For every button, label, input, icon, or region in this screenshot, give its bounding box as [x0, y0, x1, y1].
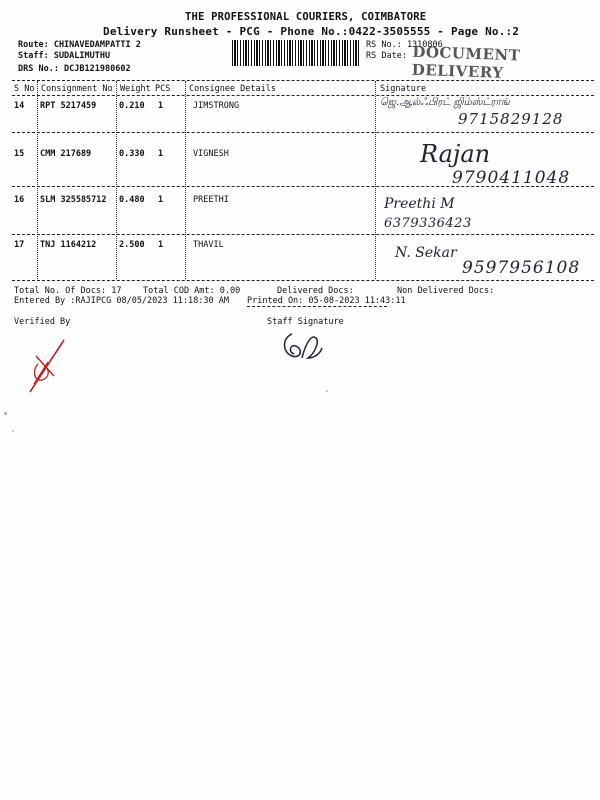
table-bottom-rule: [12, 280, 594, 281]
scan-speck: [4, 412, 7, 415]
signature-phone: 9597956108: [462, 258, 581, 278]
row-weight: 0.480: [119, 195, 145, 205]
row-sno: 16: [14, 195, 25, 205]
header-bottom-rule: [12, 95, 594, 96]
rs-number: RS No.: 1310806: [366, 40, 443, 50]
header-top-rule: [12, 80, 594, 81]
company-name: THE PROFESSIONAL COURIERS, COIMBATORE: [185, 11, 427, 23]
drs-number: DRS No.: DCJB121980602: [18, 64, 131, 74]
printed-underline: [247, 306, 387, 307]
row-sno: 17: [14, 240, 25, 250]
col-signature: Signature: [380, 84, 427, 94]
col-consignee: Consignee Details: [189, 84, 276, 94]
row-weight: 2.500: [119, 240, 145, 250]
column-divider: [375, 81, 376, 279]
col-weight: Weight: [120, 84, 151, 94]
col-sno: S No: [14, 84, 35, 94]
row-consignment: RPT 5217459: [40, 101, 97, 111]
entered-by: Entered By :RAJIPCG 08/05/2023 11:18:30 AM: [14, 296, 229, 306]
row-consignee: PREETHI: [193, 195, 229, 205]
row-consignment: CMM 217689: [40, 149, 92, 159]
row-pcs: 1: [158, 101, 164, 111]
delivered-docs: Delivered Docs:: [277, 286, 354, 296]
document-delivery-stamp: DOCUMENT DELIVERY: [411, 42, 521, 82]
row-weight: 0.210: [119, 101, 145, 111]
row-sno: 14: [14, 101, 25, 111]
signature-name: Rajan: [420, 140, 491, 168]
signature-name: Preethi M: [384, 196, 455, 212]
signature-name: ஜெ.ஆல்ஃபிரட் ஜிம்ஸ்ட்ராங்: [380, 97, 510, 108]
total-cod: Total COD Amt: 0.00: [143, 286, 241, 296]
row-pcs: 1: [158, 240, 164, 250]
row-pcs: 1: [158, 195, 164, 205]
scan-speck: [12, 430, 14, 432]
verified-by-label: Verified By: [14, 317, 71, 327]
col-consignment: Consignment No: [41, 84, 113, 94]
staff-signature-label: Staff Signature: [267, 317, 344, 327]
route-label: Route: CHINAVEDAMPATTI 2: [18, 40, 141, 50]
column-divider: [37, 81, 38, 279]
row-separator: [12, 234, 594, 235]
row-separator: [12, 186, 594, 187]
column-divider: [185, 81, 186, 279]
row-separator: [12, 132, 594, 133]
row-consignee: JIMSTRONG: [193, 101, 240, 111]
printed-on: Printed On: 05-08-2023 11:43:11: [247, 296, 406, 306]
rs-date-label: RS Date:: [366, 51, 407, 61]
row-consignment: SLM 325585712: [40, 195, 107, 205]
staff-signature-mark: [278, 328, 328, 364]
signature-phone: 6379336423: [384, 216, 472, 231]
signature-phone: 9715829128: [458, 110, 564, 128]
row-consignee: VIGNESH: [193, 149, 229, 159]
signature-phone: 9790411048: [452, 168, 571, 188]
runsheet-title: Delivery Runsheet - PCG - Phone No.:0422-3505555 - Page No.:2: [103, 25, 520, 38]
total-docs: Total No. Of Docs: 17: [14, 286, 122, 296]
row-weight: 0.330: [119, 149, 145, 159]
row-sno: 15: [14, 149, 25, 159]
non-delivered-docs: Non Delivered Docs:: [397, 286, 495, 296]
staff-label: Staff: SUDALIMUTHU: [18, 51, 111, 61]
barcode: [232, 40, 360, 66]
row-consignee: THAVIL: [193, 240, 224, 250]
verified-by-mark: [24, 336, 72, 396]
signature-name: N. Sekar: [395, 245, 457, 261]
column-divider: [116, 81, 117, 279]
scan-speck: [326, 390, 328, 392]
row-pcs: 1: [158, 149, 164, 159]
col-pcs: PCS: [155, 84, 171, 94]
row-consignment: TNJ 1164212: [40, 240, 97, 250]
